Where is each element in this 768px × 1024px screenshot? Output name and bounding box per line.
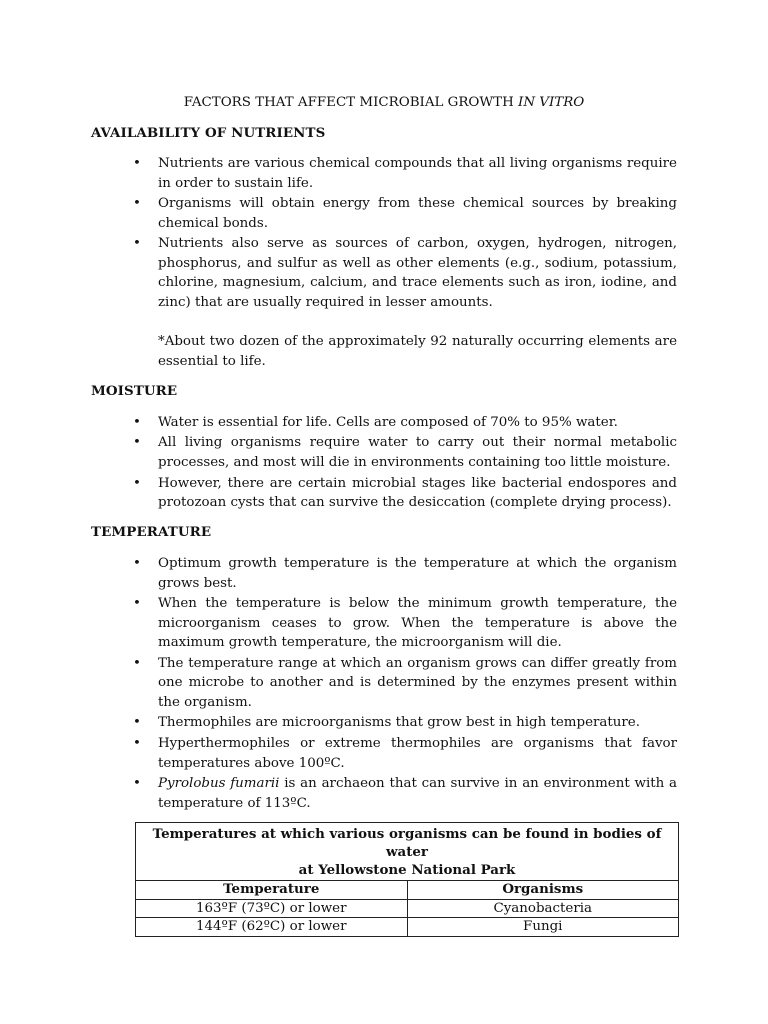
bullet-icon: • <box>133 475 141 491</box>
table-cell: 163ºF (73ºC) or lower <box>136 899 408 918</box>
document-title <box>0 93 768 113</box>
nutrients-list <box>0 154 768 313</box>
table-caption: Temperatures at which various organisms can be found in bodies of water at Yellowstone National Park <box>136 823 679 881</box>
list-item: • Water is essential for life. Cells are composed of 70% to 95% water. <box>0 413 677 433</box>
species-name: Pyrolobus fumarii <box>158 775 280 791</box>
table-header-row <box>136 881 679 900</box>
list-item: • The temperature range at which an organism grows can differ greatly from one microbe to another and is determined by the enzymes present within the organism. <box>133 655 677 710</box>
list-item: • Pyrolobus fumarii is an archaeon that can survive in an environment with a temperature of 113ºC. <box>133 775 677 811</box>
list-item: • Nutrients are various chemical compounds that all living organisms require in order to sustain life. <box>133 156 677 191</box>
bullet-icon: • <box>133 655 141 671</box>
column-header-temperature: Temperature <box>136 881 408 900</box>
column-header-organisms: Organisms <box>407 881 679 900</box>
title-italic: IN VITRO <box>518 95 585 110</box>
bullet-icon: • <box>133 156 141 171</box>
bullet-icon: • <box>133 715 141 731</box>
list-item: • Hyperthermophiles or extreme thermophiles are organisms that favor temperatures above 100ºC. <box>133 735 677 771</box>
list-item: • All living organisms require water to carry out their normal metabolic processes, and most will die in environments containing too little moisture. <box>133 435 677 471</box>
list-item: • Organisms will obtain energy from these chemical sources by breaking chemical bonds. <box>133 196 677 231</box>
list-item: • Nutrients also serve as sources of carbon, oxygen, hydrogen, nitrogen, phosphorus, and sulfur as well as other elements (e.g., sodium, potassium, chlorine, magnesium, calcium, and trace elements such as iron, iodine, and zinc) that are usually required in lesser amounts. <box>133 236 677 310</box>
bullet-icon: • <box>133 556 141 571</box>
moisture-list <box>0 413 768 514</box>
table-caption-row <box>136 823 679 881</box>
bullet-icon: • <box>133 735 141 751</box>
bullet-icon: • <box>133 415 141 430</box>
table-row <box>136 918 679 937</box>
heading-temperature: TEMPERATURE <box>91 524 212 540</box>
list-item: • When the temperature is below the minimum growth temperature, the microorganism ceases to grow. When the temperature is above the maximum growth temperature, the microorganism will die. <box>133 596 677 651</box>
yellowstone-temperature-table <box>135 822 679 937</box>
title-main: FACTORS THAT AFFECT MICROBIAL GROWTH <box>183 95 519 110</box>
list-item: • Thermophiles are microorganisms that grow best in high temperature. <box>0 713 677 733</box>
bullet-icon: • <box>133 236 141 252</box>
bullet-icon: • <box>133 435 141 451</box>
list-item: • However, there are certain microbial stages like bacterial endospores and protozoan cysts that can survive the desiccation (complete drying process). <box>133 475 677 511</box>
nutrients-note: *About two dozen of the approximately 92 naturally occurring elements are essential to life. <box>158 334 677 369</box>
bullet-icon: • <box>133 196 141 212</box>
table-cell: Fungi <box>407 918 679 937</box>
bullet-icon: • <box>133 775 141 791</box>
heading-moisture: MOISTURE <box>91 383 178 399</box>
table-cell: 144ºF (62ºC) or lower <box>136 918 408 937</box>
table-cell: Cyanobacteria <box>407 899 679 918</box>
list-item: • Optimum growth temperature is the temperature at which the organism grows best. <box>133 556 677 591</box>
bullet-icon: • <box>133 596 141 612</box>
temperature-list <box>0 554 768 814</box>
heading-nutrients: AVAILABILITY OF NUTRIENTS <box>91 125 326 141</box>
table-row <box>136 899 679 918</box>
